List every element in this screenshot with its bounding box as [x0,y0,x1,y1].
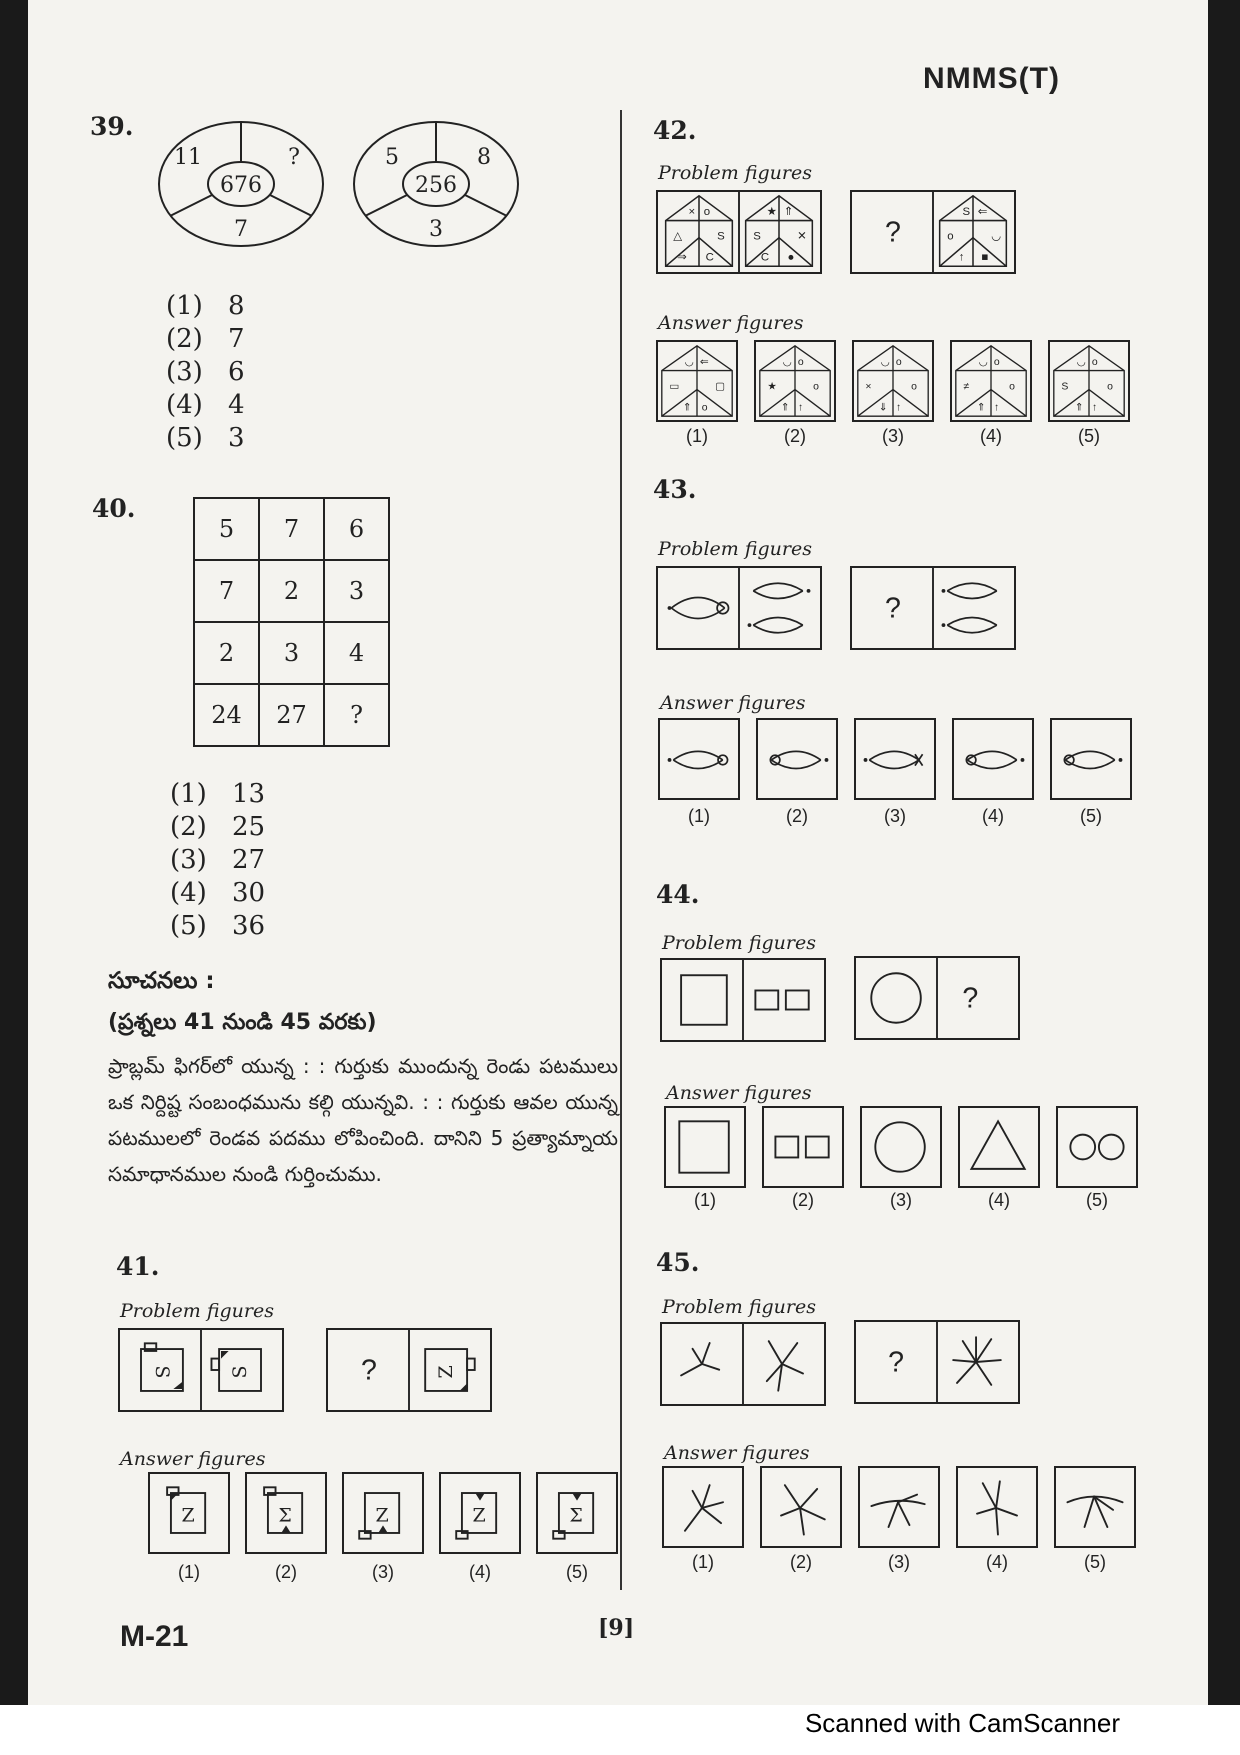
svg-text:◡: ◡ [880,356,890,368]
answer-num: (2) [790,1552,812,1572]
svg-text:Z: Z [375,1504,389,1527]
q43-answer-5[interactable] [1050,718,1132,800]
q41-answer-3[interactable] [342,1472,424,1554]
answer-num: (1) [686,426,708,446]
q41-problem-pair-1 [118,1328,284,1412]
q44-answer-label: Answer figures [666,1082,812,1104]
q45-answer-1[interactable] [662,1466,744,1548]
svg-text:C: C [760,251,770,264]
svg-text:C: C [705,251,714,264]
q42-answer-label: Answer figures [658,312,804,334]
svg-text:↑: ↑ [895,402,902,414]
answer-num: (4) [469,1562,491,1582]
svg-text:◡: ◡ [991,230,1002,243]
q43-number: 43. [653,475,697,504]
answer-num: (3) [372,1562,394,1582]
q44-problem-pair-2 [854,956,1020,1040]
svg-text:S: S [717,230,725,243]
q42-answer-4[interactable] [950,340,1032,422]
q45-answer-4[interactable] [956,1466,1038,1548]
svg-text:⇑: ⇑ [783,205,794,218]
svg-text:★: ★ [767,381,777,393]
q43-answer-label: Answer figures [660,692,806,714]
q39-fig2-bottom: 3 [429,217,443,242]
svg-text:★: ★ [766,205,777,218]
q45-number: 45. [656,1248,700,1277]
q39-fig2-left: 5 [385,145,399,170]
svg-text:◡: ◡ [782,356,792,368]
instructions [108,968,618,1192]
q43-answer-4[interactable] [952,718,1034,800]
q45-problem-label: Problem figures [662,1296,816,1318]
q39-fig1-right: ? [288,145,300,170]
q39-fig2-center: 256 [415,173,457,198]
svg-text:Z: Z [434,1365,457,1379]
q42-problem-label: Problem figures [658,162,812,184]
q42-answer-3[interactable] [852,340,934,422]
answer-num: (1) [178,1562,200,1582]
paper-code: M-21 [120,1620,189,1653]
grid-cell: 5 [194,498,259,560]
svg-text:↑: ↑ [1091,402,1098,414]
instructions-subheading: (ప్రశ్నలు 41 నుండి 45 వరకు) [108,1010,377,1035]
q41-problem-label: Problem figures [120,1300,274,1322]
svg-text:o: o [797,356,804,368]
q43-problem-pair-2 [850,566,1016,650]
option[interactable]: (4) 4 [166,390,245,420]
grid-cell: ? [324,684,389,746]
svg-text:Z: Z [472,1504,486,1527]
q43-answer-2[interactable] [756,718,838,800]
q42-problem-pair-2 [850,190,1016,274]
grid-cell: 27 [259,684,324,746]
svg-text:o: o [813,381,819,393]
grid-cell: 3 [259,622,324,684]
q40-options [170,778,265,943]
svg-text:◡: ◡ [684,356,694,368]
answer-num: (4) [982,806,1004,826]
svg-text:⇑: ⇑ [976,402,986,414]
svg-text:?: ? [885,592,901,625]
svg-text:?: ? [962,982,979,1015]
answer-num: (5) [1078,426,1100,446]
svg-text:S: S [151,1365,174,1379]
q43-answer-3[interactable] [854,718,936,800]
column-divider [620,110,622,1590]
q41-answer-2[interactable] [245,1472,327,1554]
answer-num: (5) [566,1562,588,1582]
answer-num: (1) [694,1190,716,1210]
q41-number: 41. [116,1252,160,1281]
grid-cell: 6 [324,498,389,560]
svg-text:S: S [962,205,971,218]
answer-num: (3) [882,426,904,446]
svg-text:⇑: ⇑ [1074,402,1084,414]
q45-answer-3[interactable] [858,1466,940,1548]
q39-number: 39. [90,112,134,141]
svg-text:✕: ✕ [797,230,807,243]
answer-num: (3) [884,806,906,826]
q45-answer-label: Answer figures [664,1442,810,1464]
q39-fig1-bottom: 7 [234,217,248,242]
svg-text:o: o [895,356,902,368]
svg-text:o: o [911,381,917,393]
grid-cell: 7 [259,498,324,560]
answer-num: (2) [792,1190,814,1210]
answer-num: (4) [980,426,1002,446]
q44-number: 44. [656,880,700,909]
q39-figures [156,118,546,258]
svg-text:o: o [701,402,708,414]
q41-problem-pair-2 [326,1328,492,1412]
svg-text:◡: ◡ [978,356,988,368]
q43-problem-label: Problem figures [658,538,812,560]
answer-num: (2) [275,1562,297,1582]
q44-answer-5[interactable] [1056,1106,1138,1188]
q44-answer-1[interactable] [664,1106,746,1188]
svg-text:●: ● [787,251,795,264]
answer-num: (5) [1084,1552,1106,1572]
answer-num: (3) [888,1552,910,1572]
svg-text:?: ? [361,1354,377,1387]
option[interactable]: (3) 27 [170,845,266,875]
svg-text:×: × [865,381,872,393]
answer-num: (2) [784,426,806,446]
svg-text:≠: ≠ [963,381,970,393]
grid-cell: 2 [194,622,259,684]
option[interactable]: (5) 3 [166,423,245,453]
option[interactable]: (1) 13 [170,779,266,809]
svg-text:×: × [688,205,696,218]
svg-text:△: △ [673,230,683,243]
q44-answer-2[interactable] [762,1106,844,1188]
option[interactable]: (2) 7 [166,324,245,354]
q42-answer-1[interactable] [656,340,738,422]
answer-num: (1) [692,1552,714,1572]
svg-text:⇑: ⇑ [780,402,790,414]
q39-options [166,290,245,455]
q42-problem-pair-1 [656,190,822,274]
q43-answer-1[interactable] [658,718,740,800]
svg-text:S: S [228,1365,251,1379]
q39-fig1-left: 11 [174,145,202,170]
answer-num: (4) [988,1190,1010,1210]
answer-num: (4) [986,1552,1008,1572]
q39-fig1-center: 676 [220,173,262,198]
option[interactable]: (2) 25 [170,812,266,842]
svg-text:▢: ▢ [715,381,725,393]
q44-answer-3[interactable] [860,1106,942,1188]
svg-text:o: o [947,230,954,243]
q45-answer-5[interactable] [1054,1466,1136,1548]
option[interactable]: (4) 30 [170,878,266,908]
instructions-body: ప్రాబ్లమ్ ఫిగర్‌లో యున్న : : గుర్తుకు ముందున్న రెండు పటములు ఒక నిర్దిష్ట సంబంధమును కల్గి యున్నవి. : : గుర్తుకు ఆవల యున్న పటములలో రెండవ పదము లోపించింది. దానిని 5 ప్రత్యామ్నాయ సమాధానముల నుండి గుర్తించుము. [108,1054,618,1186]
svg-text:▭: ▭ [669,381,680,393]
q41-answer-4[interactable] [439,1472,521,1554]
exam-code: NMMS(T) [923,62,1060,95]
q40-number: 40. [92,494,136,523]
svg-text:S: S [753,230,761,243]
svg-text:⇑: ⇑ [682,402,692,414]
svg-text:■: ■ [981,251,989,264]
answer-num: (2) [786,806,808,826]
answer-num: (3) [890,1190,912,1210]
option[interactable]: (3) 6 [166,357,245,387]
option[interactable]: (5) 36 [170,911,266,941]
svg-text:↑: ↑ [797,402,804,414]
answer-num: (1) [688,806,710,826]
answer-num: (5) [1086,1190,1108,1210]
question-paper [28,0,1208,1705]
grid-cell: 7 [194,560,259,622]
q45-answer-2[interactable] [760,1466,842,1548]
svg-text:↑: ↑ [993,402,1000,414]
svg-text:Z: Z [181,1504,195,1527]
svg-text:⇒: ⇒ [677,251,687,264]
q42-answer-2[interactable] [754,340,836,422]
svg-text:o: o [993,356,1000,368]
q42-answer-5[interactable] [1048,340,1130,422]
q44-problem-pair-1 [660,958,826,1042]
svg-text:⇐: ⇐ [699,356,709,368]
q39-fig2-right: 8 [477,145,491,170]
q45-problem-pair-1 [660,1322,826,1406]
svg-text:?: ? [888,1346,904,1379]
instructions-heading: సూచనలు : [108,968,215,994]
svg-text:S: S [1061,381,1069,393]
grid-cell: 4 [324,622,389,684]
svg-text:⇓: ⇓ [878,402,888,414]
q42-number: 42. [653,116,697,145]
svg-text:Σ: Σ [569,1504,583,1527]
q44-problem-label: Problem figures [662,932,816,954]
grid-cell: 3 [324,560,389,622]
grid-cell: 24 [194,684,259,746]
svg-text:?: ? [885,216,901,249]
q43-problem-pair-1 [656,566,822,650]
option[interactable]: (1) 8 [166,291,245,321]
q41-answer-5[interactable] [536,1472,618,1554]
scanner-watermark: Scanned with CamScanner [804,1708,1120,1738]
svg-text:o: o [1009,381,1015,393]
answer-num: (5) [1080,806,1102,826]
svg-text:o: o [1091,356,1098,368]
q40-grid [193,497,390,747]
grid-cell: 2 [259,560,324,622]
q44-answer-4[interactable] [958,1106,1040,1188]
q45-problem-pair-2 [854,1320,1020,1404]
svg-text:⇐: ⇐ [977,205,988,218]
svg-text:o: o [703,205,711,218]
svg-text:◡: ◡ [1076,356,1086,368]
page-number: [9] [598,1615,635,1641]
svg-text:↑: ↑ [958,251,965,264]
q41-answer-label: Answer figures [120,1448,266,1470]
svg-text:o: o [1107,381,1113,393]
svg-text:Σ: Σ [278,1504,292,1527]
q41-answer-1[interactable] [148,1472,230,1554]
